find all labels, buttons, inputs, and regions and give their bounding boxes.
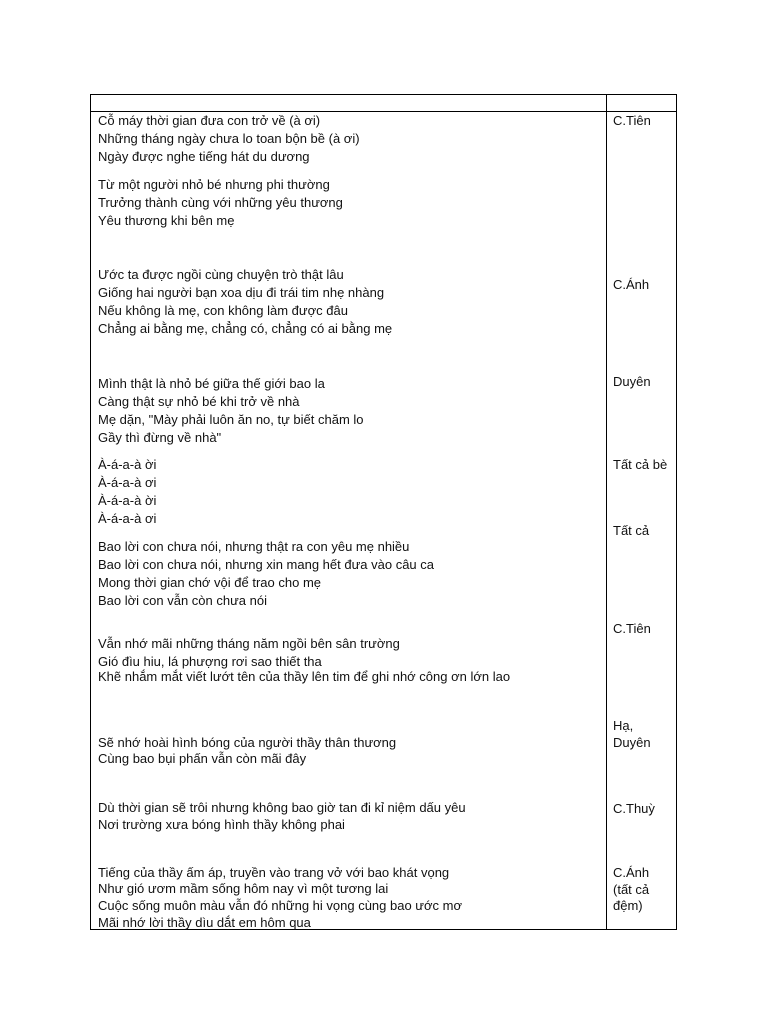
lyric-line: Cỗ máy thời gian đưa con trở về (à ơi) [98,113,321,128]
singer-label: (tất cả [613,882,650,897]
lyric-line: À-á-a-à ời [98,493,157,508]
singer-label: Tất cả bè [613,457,668,472]
lyric-line: Từ một người nhỏ bé nhưng phi thường [98,177,330,192]
lyric-line: Chẳng ai bằng mẹ, chẳng có, chẳng có ai bằng mẹ [98,321,393,336]
lyric-line: Bao lời con chưa nói, nhưng thật ra con yêu mẹ nhiều [98,539,410,554]
column-divider [606,95,607,929]
lyrics-table [90,94,677,930]
lyric-line: À-á-a-à ơi [98,475,157,490]
lyric-line: Mẹ dặn, "Mày phải luôn ăn no, tự biết chăm lo [98,412,364,427]
lyric-line: Mãi nhớ lời thầy dìu dắt em hôm qua [98,915,311,930]
singer-label: C.Thuỳ [613,801,655,816]
lyric-line: Nơi trường xưa bóng hình thầy không phai [98,817,345,832]
lyric-line: Càng thật sự nhỏ bé khi trở về nhà [98,394,300,409]
lyric-line: Mong thời gian chớ vội để trao cho mẹ [98,575,321,590]
lyric-line: Những tháng ngày chưa lo toan bộn bề (à ơi) [98,131,360,146]
lyric-line: Gầy thì đừng về nhà" [98,430,222,445]
singer-label: C.Tiên [613,621,651,636]
lyric-line: Mình thật là nhỏ bé giữa thế giới bao la [98,376,325,391]
lyric-line: À-á-a-à ời [98,457,157,472]
lyric-line: Cuộc sống muôn màu vẫn đó những hi vọng cùng bao ước mơ [98,898,462,913]
lyric-line: Giống hai người bạn xoa dịu đi trái tim nhẹ nhàng [98,285,385,300]
lyric-line: Gió đìu hiu, lá phượng rơi sao thiết tha [98,654,322,669]
lyric-line: Ngày được nghe tiếng hát du dương [98,149,310,164]
lyric-line: À-á-a-à ơi [98,511,157,526]
singer-label: Duyên [613,374,651,389]
lyric-line: Tiếng của thầy ấm áp, truyền vào trang vở với bao khát vọng [98,865,450,880]
lyric-line: Nếu không là mẹ, con không làm được đâu [98,303,348,318]
singer-label: C.Ánh [613,277,650,292]
lyric-line: Cùng bao bụi phấn vẫn còn mãi đây [98,751,307,766]
lyric-line: Ước ta được ngồi cùng chuyện trò thật lâu [98,267,344,282]
lyric-line: Trưởng thành cùng với những yêu thương [98,195,343,210]
lyric-line: Bao lời con vẫn còn chưa nói [98,593,267,608]
singer-label: C.Ánh [613,865,650,880]
singer-label: C.Tiên [613,113,651,128]
singer-label: Hạ, [613,718,634,733]
singer-label: Duyên [613,735,651,750]
lyric-line: Khẽ nhắm mắt viết lướt tên của thầy lên tim để ghi nhớ công ơn lớn lao [98,669,511,684]
singer-label: đệm) [613,898,643,913]
lyric-line: Sẽ nhớ hoài hình bóng của người thầy thân thương [98,735,397,750]
lyric-line: Bao lời con chưa nói, nhưng xin mang hết đưa vào câu ca [98,557,435,572]
lyric-line: Yêu thương khi bên mẹ [98,213,235,228]
singer-label: Tất cả [613,523,650,538]
lyric-line: Vẫn nhớ mãi những tháng năm ngồi bên sân trường [98,636,400,651]
lyric-line: Dù thời gian sẽ trôi nhưng không bao giờ tan đi kỉ niệm dấu yêu [98,800,466,815]
lyric-line: Như gió ươm mầm sống hôm nay vì một tương lai [98,881,389,896]
